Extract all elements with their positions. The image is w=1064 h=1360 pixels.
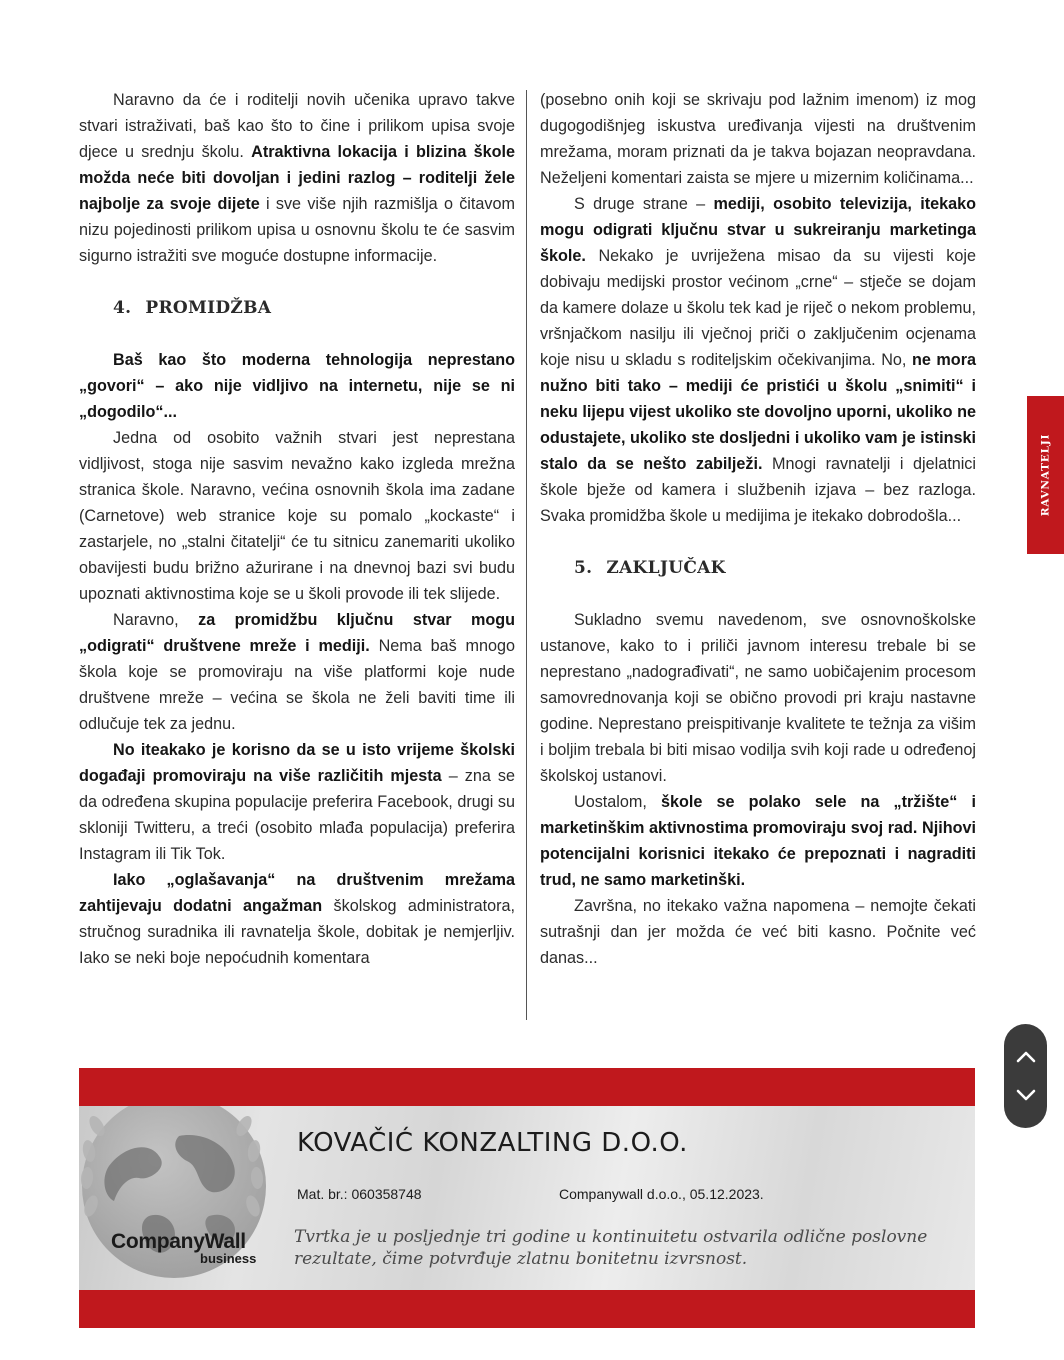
chevron-up-icon xyxy=(1016,1050,1036,1064)
bold-text: Baš kao što moderna tehnologija neprestano „govori“ – ako nije vidljivo na internetu, nije se ni „dogodilo“... xyxy=(79,351,515,421)
text: (posebno onih koji se skrivaju pod lažnim imenom) iz mog dugogodišnjeg iskustva uređivanja vijesti na društvenim mrežama, moram priznati da je takva bojazan neopravdana. Neželjeni komentari zaista se mjere u mizernim količinama... xyxy=(540,91,976,187)
paragraph xyxy=(79,737,515,867)
text: Sukladno svemu navedenom, sve osnovnoškolske ustanove, kako to i priliči javnom interesu trebale bi se neprestano „nadograđivati“, ne samo uobičajenim procesom samovrednovanja koji se obično provodi pri kraju nastavne godine. Neprestano preispitivanje kvalitete te težnja za višim i boljim trebala bi biti misao vodilja svih koji rade u određenoj školskoj ustanovi. xyxy=(540,611,976,785)
text: S druge strane – xyxy=(574,195,714,213)
ad-logo-area xyxy=(79,1106,284,1290)
section-side-tab[interactable] xyxy=(1027,396,1064,554)
paragraph xyxy=(540,191,976,529)
text: i sve više njih razmišlja o čitavom nizu pojedinosti prilikom upisa u osnovnu školu te će sasvim sigurno istražiti sve moguće dostupne informacije. xyxy=(79,195,515,265)
ad-issuer-date: Companywall d.o.o., 05.12.2023. xyxy=(559,1186,764,1202)
ad-registration-number: Mat. br.: 060358748 xyxy=(297,1186,422,1202)
companywall-logo-sub: business xyxy=(200,1251,257,1266)
section-number: 5. xyxy=(574,558,593,578)
bold-text: mediji, osobito televizija, itekako mogu odigrati ključnu stvar u sukreiranju marketinga škole. xyxy=(540,195,976,265)
lead-paragraph xyxy=(79,347,515,425)
right-column xyxy=(540,87,976,971)
section-title: ZAKLJUČAK xyxy=(606,558,726,578)
text: Naravno, xyxy=(113,611,199,629)
text: Završna, no itekako važna napomena – nemojte čekati sutrašnji dan jer možda će već biti kasno. Počnite već danas... xyxy=(540,897,976,967)
bold-text: Iako „oglašavanja“ na društvenim mrežama zahtijevaju dodatni angažman xyxy=(79,871,515,915)
section-heading-zakljucak xyxy=(574,555,976,581)
side-tab-label: RAVNATELJI xyxy=(1039,433,1052,517)
section-heading-promidzba xyxy=(113,295,515,321)
text: Uostalom, xyxy=(574,793,661,811)
text: Nekako je uvriježena misao da su vijesti koje dobivaju medijski prostor većinom „crne“ – stječe se dojam da kamere dolaze u školu tek kad je riječ o nekom problemu, vršnjačkom nasilju ili vječnoj priči o zaključenim ocjenama koje nisu u skladu s roditeljskim očekivanjima. No, xyxy=(540,247,976,369)
scroll-down-button[interactable] xyxy=(1011,1080,1041,1110)
companywall-logo: CompanyWall xyxy=(111,1230,246,1253)
paragraph xyxy=(540,607,976,789)
ad-company-name: KOVAČIĆ KONZALTING D.O.O. xyxy=(297,1128,688,1158)
text: Jedna od osobito važnih stvari jest neprestana vidljivost, stoga nije sasvim nevažno kako izgleda mrežna stranica škole. Naravno, većina osnovnih škola ima zadane (Carnetove) web stranice koje su pomalo „kockaste“ i zastarjele, no „stalni čitatelji“ će tu sitnicu zanemariti ukoliko obavijesti budu brižno ažurirane i na dnevnoj bazi svi budu upoznati aktivnostima koje se u školi provode ili tek slijede. xyxy=(79,429,515,603)
page-scroll-control xyxy=(1004,1024,1047,1128)
ad-banner xyxy=(79,1106,975,1290)
paragraph xyxy=(79,607,515,737)
text: Mnogi ravnatelji i djelatnici škole bježe od kamera i službenih izjava – bez razloga. Svaka promidžba škole u medijima je itekako dobrodošla... xyxy=(540,455,976,525)
text: – zna se da određena skupina populacije preferira Facebook, drugi su skloniji Twitteru, a treći (osobito mlađa populacija) preferira Instagram ili Tik Tok. xyxy=(79,767,515,863)
scroll-up-button[interactable] xyxy=(1011,1042,1041,1072)
paragraph xyxy=(540,87,976,191)
paragraph xyxy=(540,893,976,971)
section-title: PROMIDŽBA xyxy=(145,298,272,318)
paragraph xyxy=(79,87,515,269)
bold-text: škole se polako sele na „tržište“ i marketinškim aktivnostima promoviraju svoj rad. Njihovi potencijalni korisnici itekako će prepoznati i nagraditi trud, ne samo marketinški. xyxy=(540,793,976,889)
bold-text: ne mora nužno biti tako – mediji će pristići u školu „snimiti“ i neku lijepu vijest ukoliko ste dovoljno uporni, ukoliko ne odustajete, ukoliko ste dosljedni i ukoliko vam je istinski stalo da se nešto zabilježi. xyxy=(540,351,977,473)
text: školskog administratora, stručnog suradnika ili ravnatelja škole, dobitak je nemjerljiv. Iako se neki boje nepoćudnih komentara xyxy=(79,897,515,967)
companywall-advertisement[interactable] xyxy=(79,1068,975,1328)
bold-text: Atraktivna lokacija i blizina škole možda neće biti dovoljan i jedini razlog – roditelji žele najbolje za svoje dijete xyxy=(79,143,515,213)
text: Nema baš mnogo škola koje se promoviraju na više platformi koje nude društvene mreže – većina se škola ne želi baviti time ili odlučuje tek za jednu. xyxy=(79,637,515,733)
paragraph xyxy=(79,425,515,607)
bold-text: za promidžbu ključnu stvar mogu „odigrati“ društvene mreže i mediji. xyxy=(79,611,516,655)
section-number: 4. xyxy=(113,298,132,318)
column-divider xyxy=(526,90,527,1020)
bold-text: No iteakako je korisno da se u isto vrijeme školski događaji promoviraju na više različitih mjesta xyxy=(79,741,515,785)
paragraph xyxy=(79,867,515,971)
ad-description: Tvrtka je u posljednje tri godine u kontinuitetu ostvarila odlične poslovne rezultate, čime potvrđuje zlatnu bonitetnu izvrsnost. xyxy=(294,1227,928,1269)
paragraph xyxy=(540,789,976,893)
left-column xyxy=(79,87,515,971)
chevron-down-icon xyxy=(1016,1088,1036,1102)
text: Naravno da će i roditelji novih učenika upravo takve stvari istraživati, baš kao što to čine i prilikom upisa svoje djece u srednju školu. xyxy=(79,91,515,161)
